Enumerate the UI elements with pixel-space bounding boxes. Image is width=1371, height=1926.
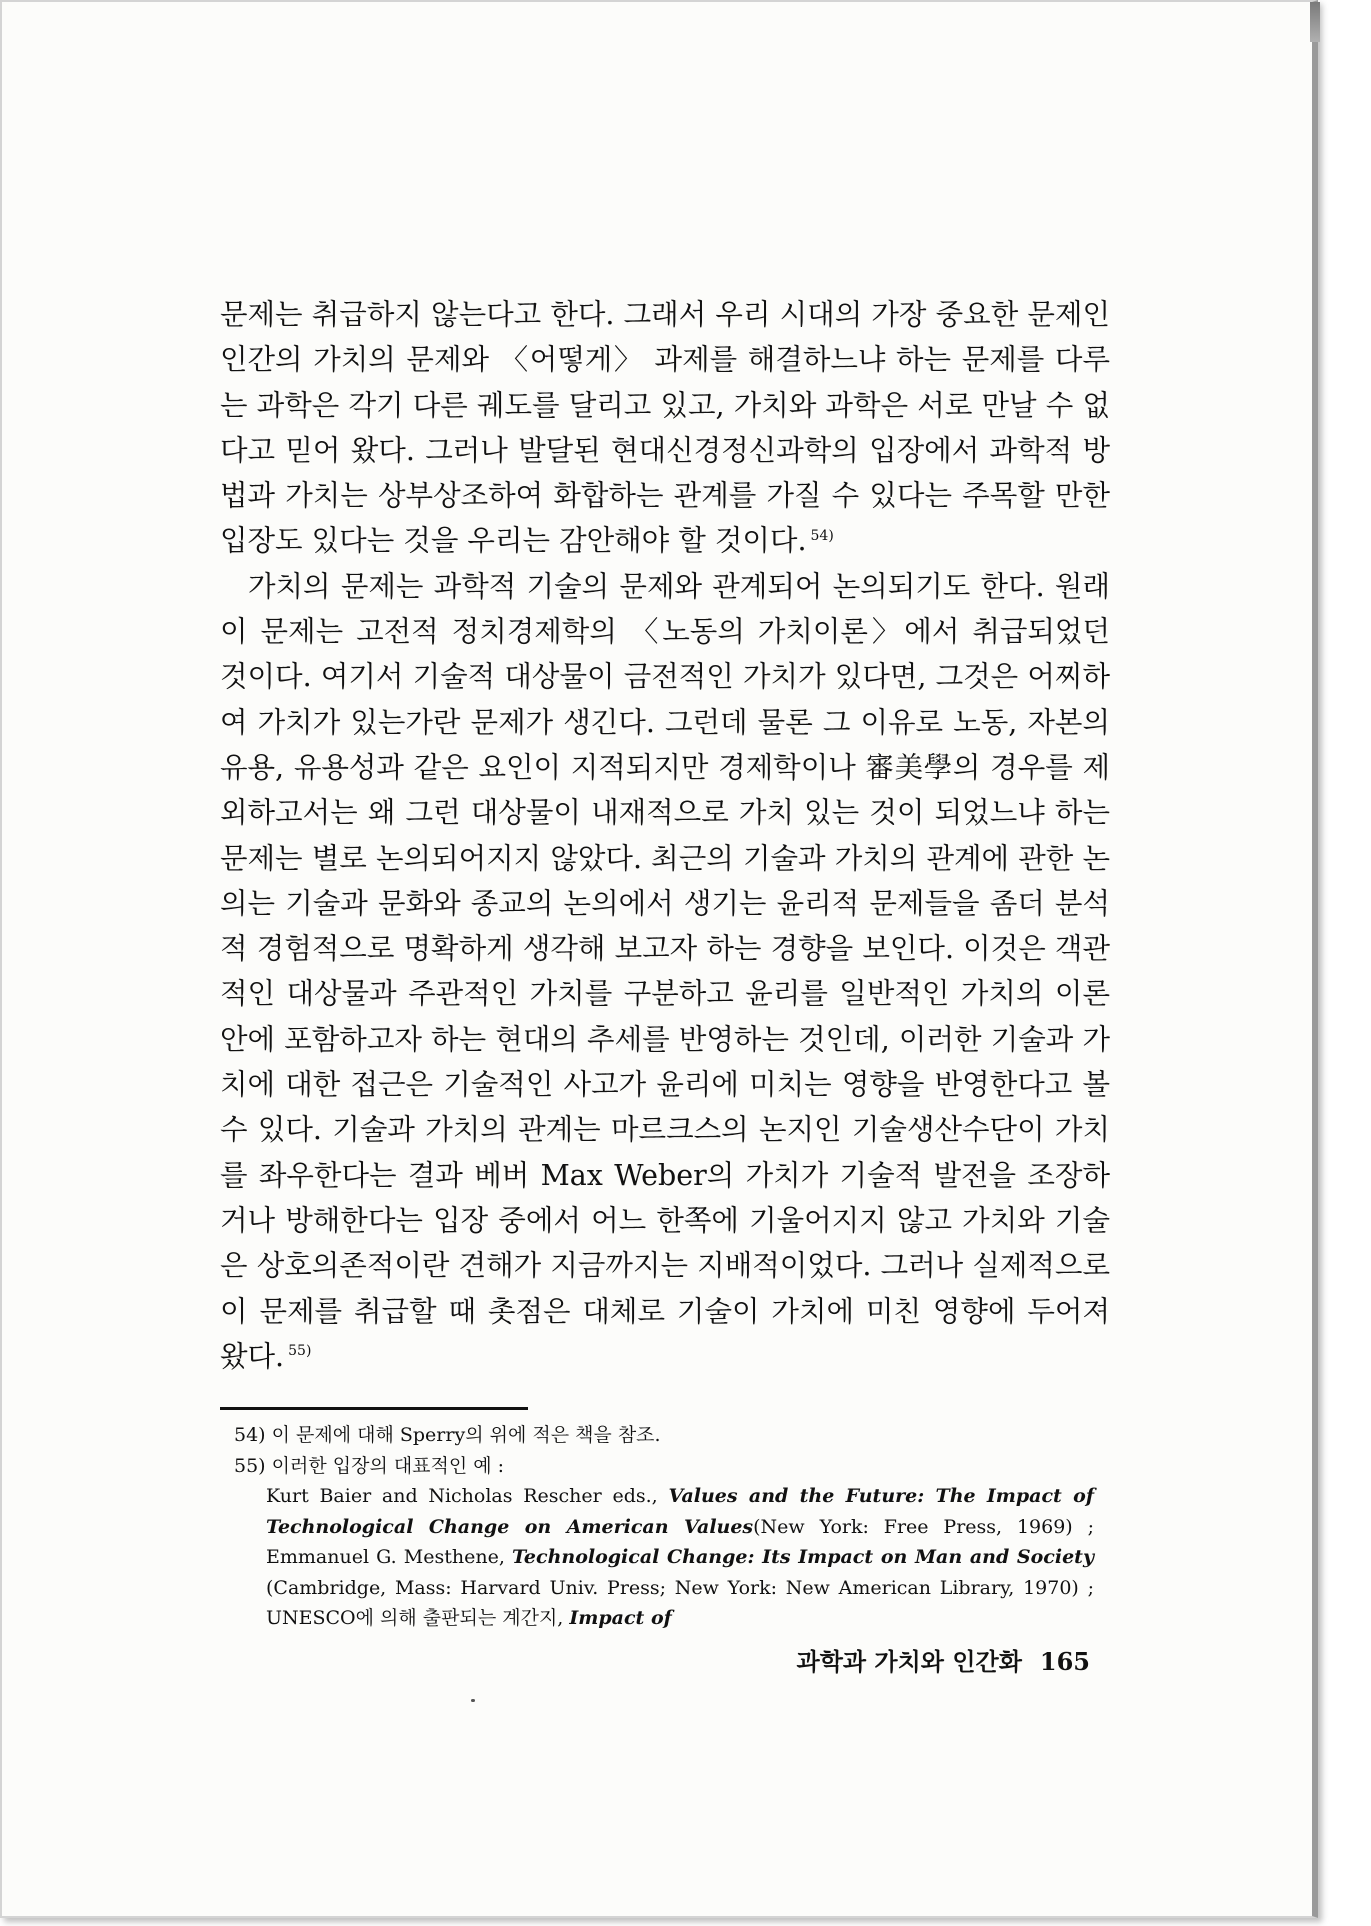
ref-title-3: Impact of <box>569 1607 672 1629</box>
footnote-ref-55: 55) <box>288 1343 312 1360</box>
ref-text-3: (Cambridge, Mass: Harvard Univ. Press; New York: New American Library, 1970) ; UNESCO에 의해 출판되는 계간지, <box>266 1576 1094 1629</box>
body-text <box>220 292 1110 1379</box>
footnote-54: 54) 이 문제에 대해 Sperry의 위에 적은 책을 참조. <box>234 1424 661 1446</box>
footnotes <box>234 1420 1094 1634</box>
ref-title-2: Technological Change: Its Impact on Man and Society <box>511 1546 1094 1568</box>
paragraph-2-text: 가치의 문제는 과학적 기술의 문제와 관계되어 논의되기도 한다. 원래 이 문제는 고전적 정치경제학의 〈노동의 가치이론〉에서 취급되었던 것이다. 여기서 기술적 대상물이 금전적인 가치가 있다면, 그것은 어찌하여 가치가 있는가란 문제가 생긴다. 그런데 물론 그 이유로 노동, 자본의 유용, 유용성과 같은 요인이 지적되지만 경제학이나 審美學의 경우를 제외하고서는 왜 그런 대상물이 내재적으로 가치 있는 것이 되었느냐 하는 문제는 별로 논의되어지지 않았다. 최근의 기술과 가치의 관계에 관한 논의는 기술과 문화와 종교의 논의에서 생기는 윤리적 문제들을 좀더 분석적 경험적으로 명확하게 생각해 보고자 하는 경향을 보인다. 이것은 객관적인 대상물과 주관적인 가치를 구분하고 윤리를 일반적인 가치의 이론 안에 포함하고자 하는 현대의 추세를 반영하는 것인데, 이러한 기술과 가치에 대한 접근은 기술적인 사고가 윤리에 미치는 영향을 반영한다고 볼 수 있다. 기술과 가치의 관계는 마르크스의 논지인 기술생산수단이 가치를 좌우한다는 결과 베버 Max Weber의 가치가 기술적 발전을 조장하거나 방해한다는 입장 중에서 어느 한쪽에 기울어지지 않고 가치와 기술은 상호의존적이란 견해가 지금까지는 지배적이었다. 그러나 실제적으로 이 문제를 취급할 때 촛점은 대체로 기술이 가치에 미친 영향에 두어져 왔다. <box>220 569 1110 1373</box>
footnote-55-references <box>266 1481 1094 1634</box>
footnote-55-intro: 55) 이러한 입장의 대표적인 예 : <box>234 1454 505 1477</box>
paragraph-1 <box>220 292 1110 564</box>
print-speck <box>471 1699 475 1702</box>
footnote-ref-54: 54) <box>810 527 834 544</box>
page-footer <box>760 1642 1090 1677</box>
footnote-divider <box>220 1407 528 1410</box>
paragraph-2 <box>220 564 1110 1379</box>
page-edge-shadow <box>1310 2 1320 42</box>
ref-text-2: (New York: Free Press, 1969) ; Emmanuel G. Mesthene, <box>266 1515 1094 1568</box>
running-title: 과학과 가치와 인간화 <box>796 1647 1022 1676</box>
ref-text-1: Kurt Baier and Nicholas Rescher eds., <box>266 1485 658 1507</box>
ref-title-1: Values and the Future: The Impact of Technological Change on American Values <box>266 1485 1094 1538</box>
paragraph-1-text: 문제는 취급하지 않는다고 한다. 그래서 우리 시대의 가장 중요한 문제인 인간의 가치의 문제와 〈어떻게〉 과제를 해결하느냐 하는 문제를 다루는 과학은 각기 다른 궤도를 달리고 있고, 가치와 과학은 서로 만날 수 없다고 믿어 왔다. 그러나 발달된 현대신경정신과학의 입장에서 과학적 방법과 가치는 상부상조하여 화합하는 관계를 가질 수 있다는 주목할 만한 입장도 있다는 것을 우리는 감안해야 할 것이다. <box>220 298 1110 558</box>
page-number: 165 <box>1039 1647 1090 1676</box>
